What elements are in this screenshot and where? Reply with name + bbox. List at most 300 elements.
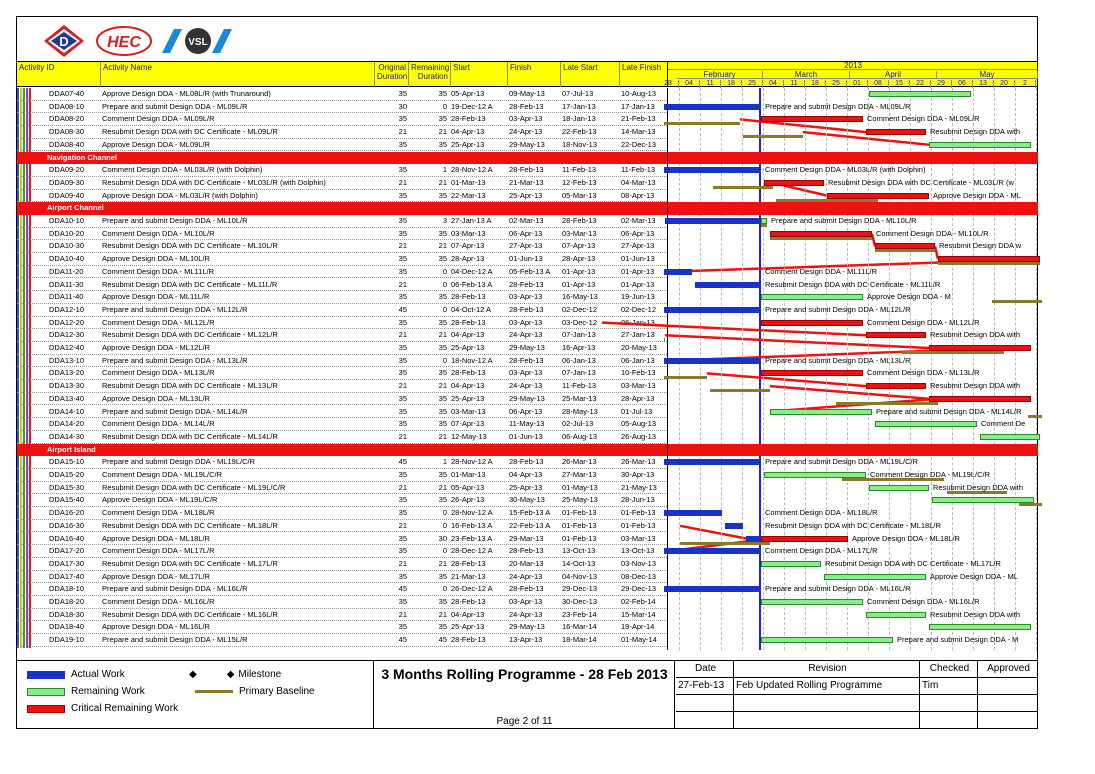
cell-fi: 29-May-13 (509, 343, 545, 352)
cell-st: 28-Feb-13 (451, 114, 486, 124)
timescale-day: 11 (700, 80, 721, 88)
cell-st: 12-May-13 (451, 431, 487, 441)
activity-row[interactable] (17, 507, 667, 520)
cell-rd: 0 (442, 101, 447, 111)
cell-ls: 07-Jul-13 (562, 89, 594, 98)
activity-row[interactable] (17, 279, 667, 292)
remaining-work-bar[interactable] (875, 421, 977, 427)
activity-row[interactable] (17, 126, 667, 139)
cell-od: 35 (398, 622, 407, 632)
critical-remaining-bar[interactable] (761, 116, 863, 122)
cell-name: Comment Design DDA - ML09L/R (102, 114, 215, 124)
cell-od: 35 (398, 317, 407, 327)
critical-remaining-bar[interactable] (929, 396, 1031, 402)
activity-row[interactable] (17, 190, 667, 203)
cell-rd: 21 (438, 127, 447, 137)
cell-lf: 01-Apr-13 (621, 279, 655, 289)
cell-id: DDA14-20 (49, 419, 85, 429)
svg-text:VSL: VSL (188, 37, 208, 48)
legend-milestone (189, 669, 281, 680)
cell-name: Approve Design DDA - ML19L/C/R (102, 495, 218, 505)
actual-work-bar[interactable] (664, 586, 761, 592)
gridline (1036, 88, 1037, 650)
activity-row[interactable] (17, 291, 667, 304)
actual-work-bar[interactable] (664, 548, 761, 554)
actual-work-bar[interactable] (664, 269, 692, 275)
timescale-day: 25 (826, 80, 847, 88)
gantt-chart (667, 88, 1037, 650)
remaining-work-bar[interactable] (761, 294, 863, 300)
critical-remaining-bar[interactable] (866, 129, 926, 135)
actual-work-bar[interactable] (664, 167, 761, 173)
cell-fi: 11-May-13 (509, 419, 545, 429)
cell-lf: 28-Apr-13 (621, 393, 655, 403)
col-header-finish[interactable]: Finish (508, 62, 561, 87)
cell-ls: 01-Apr-13 (562, 266, 596, 276)
activity-row[interactable] (17, 520, 667, 533)
cell-name: Comment Design DDA - ML18L/R (102, 508, 215, 518)
cell-fi: 29-May-13 (509, 622, 545, 632)
legend-critical (27, 703, 178, 714)
cell-od: 35 (398, 368, 407, 378)
gantt-bar-label: Comment De (981, 419, 1026, 429)
page-number: Page 2 of 11 (496, 716, 553, 727)
wbs-group-row[interactable] (17, 444, 667, 457)
legend-remaining (27, 686, 145, 697)
cell-fi: 30-May-13 (509, 495, 545, 505)
cell-lf: 02-Feb-14 (621, 597, 656, 606)
remaining-work-bar[interactable] (761, 561, 821, 567)
cell-st: 01-Mar-13 (451, 470, 486, 479)
remaining-work-bar[interactable] (929, 624, 1031, 630)
cell-fi: 03-Apr-13 (509, 368, 543, 378)
activity-row[interactable] (17, 596, 667, 609)
cell-ls: 03-Mar-13 (562, 228, 597, 238)
col-header-start[interactable]: Start (451, 62, 508, 87)
actual-work-bar[interactable] (664, 358, 761, 364)
remaining-work-bar[interactable] (770, 409, 872, 415)
cell-ls: 30-Dec-13 (562, 597, 598, 606)
gantt-bar-label: Prepare and submit Design DDA - M (897, 635, 1019, 645)
cell-st: 03-Mar-13 (451, 406, 486, 416)
cell-fi: 13-Apr-13 (509, 635, 543, 645)
activity-row[interactable] (17, 583, 667, 596)
timescale-day: 2 (1015, 80, 1036, 88)
cell-od: 21 (398, 177, 407, 187)
gantt-bar-label: Resubmit Design DDA with (930, 381, 1021, 391)
cell-rd: 35 (438, 228, 447, 238)
critical-remaining-bar[interactable] (866, 383, 926, 389)
col-header-activity-id[interactable]: Activity ID (17, 62, 101, 87)
timescale-year: 2013 (668, 62, 1038, 70)
activity-row[interactable] (17, 469, 667, 482)
remaining-work-bar[interactable] (980, 434, 1040, 440)
baseline-bar[interactable] (710, 389, 770, 392)
actual-work-bar[interactable] (695, 282, 761, 288)
timescale-day: 18 (721, 80, 742, 88)
cell-name: Approve Design DDA - ML17L/R (102, 571, 210, 581)
cell-od: 35 (398, 571, 407, 581)
cell-st: 03-Mar-13 (451, 228, 486, 238)
cell-rd: 35 (438, 368, 447, 378)
cell-ls: 13-Oct-13 (562, 546, 596, 556)
baseline-bar[interactable] (836, 402, 938, 405)
col-header-original-duration[interactable]: Original Duration (375, 62, 409, 87)
cell-id: DDA07-40 (49, 89, 85, 98)
cell-name: Approve Design DDA - ML10L/R (102, 254, 210, 264)
cell-lf: 06-Apr-13 (621, 228, 655, 238)
cell-od: 35 (398, 228, 407, 238)
cell-rd: 45 (438, 635, 447, 645)
cell-od: 35 (398, 355, 407, 365)
legend-milestone-label: Milestone (238, 669, 282, 680)
actual-work-bar[interactable] (664, 459, 761, 465)
baseline-bar[interactable] (992, 300, 1042, 303)
cell-ls: 16-Apr-13 (562, 343, 596, 352)
gantt-bar-label: Comment Design DDA - ML18L/R (765, 508, 878, 518)
cell-lf: 30-Apr-13 (621, 470, 655, 479)
cell-st: 28-Feb-13 (451, 597, 486, 606)
programme-title: 3 Months Rolling Programme - 28 Feb 2013 (381, 666, 668, 682)
gantt-bar-label: Comment Design DDA - ML17L/R (765, 546, 878, 556)
activity-row[interactable] (17, 545, 667, 558)
critical-remaining-bar[interactable] (761, 536, 848, 542)
baseline-bar[interactable] (902, 351, 1004, 354)
cell-fi: 01-Jun-13 (509, 254, 543, 264)
baseline-bar[interactable] (1028, 415, 1042, 418)
timescale-day: 01 (847, 80, 868, 88)
rev-header-checked: Checked (920, 661, 978, 678)
cell-rd: 35 (438, 571, 447, 581)
cell-rd: 35 (438, 139, 447, 149)
activity-row[interactable] (17, 266, 667, 279)
wbs-group-row[interactable] (17, 202, 667, 215)
baseline-bar[interactable] (664, 376, 707, 379)
cell-od: 35 (398, 216, 407, 225)
gantt-bar-label: Resubmit Design DDA with (930, 609, 1021, 619)
col-header-late-start[interactable]: Late Start (561, 62, 620, 87)
hec-logo (96, 25, 152, 57)
cell-fi: 15-Feb-13 A (509, 508, 551, 518)
cell-name: Comment Design DDA - ML11L/R (102, 266, 214, 276)
baseline-bar[interactable] (1019, 503, 1042, 506)
cell-rd: 21 (438, 381, 447, 391)
cell-rd: 21 (438, 609, 447, 619)
baseline-bar[interactable] (938, 262, 1040, 265)
cell-lf: 15-Mar-14 (621, 609, 656, 619)
cell-name: Approve Design DDA - ML12L/R (102, 343, 210, 352)
gantt-bar-label: Comment Design DDA - ML13L/R (867, 368, 980, 378)
table-header (17, 61, 667, 87)
cell-ls: 01-May-13 (562, 482, 598, 492)
cell-id: DDA11-40 (49, 292, 84, 302)
activity-row[interactable] (17, 304, 667, 317)
actual-work-bar[interactable] (725, 523, 743, 529)
cell-st: 19-Dec-12 A (451, 101, 493, 111)
timescale-day: 13 (973, 80, 994, 88)
baseline-bar[interactable] (664, 122, 740, 125)
cell-fi: 24-Apr-13 (509, 127, 543, 137)
cell-fi: 29-May-13 (509, 139, 545, 149)
baseline-bar[interactable] (680, 542, 770, 545)
activity-row[interactable] (17, 621, 667, 634)
activity-row[interactable] (17, 634, 667, 647)
remaining-work-bar[interactable] (866, 612, 926, 618)
critical-remaining-bar[interactable] (761, 320, 863, 326)
cell-fi: 28-Feb-13 (509, 546, 544, 556)
cell-fi: 09-May-13 (509, 89, 545, 98)
cell-ls: 01-Apr-13 (562, 279, 596, 289)
cell-od: 21 (398, 127, 407, 137)
gantt-bar-label: Prepare and submit Design DDA - ML12L/R (765, 304, 911, 314)
cell-st: 26-Apr-13 (451, 495, 485, 505)
critical-remaining-bar[interactable] (761, 370, 863, 376)
rev-header-revision: Revision (734, 661, 920, 678)
legend-critical-swatch (27, 705, 65, 713)
cell-ls: 18-Mar-14 (562, 635, 597, 645)
timescale-day: 20 (994, 80, 1015, 88)
cell-id: DDA11-20 (49, 266, 84, 276)
cell-id: DDA11-30 (49, 279, 84, 289)
activity-row[interactable] (17, 494, 667, 507)
cell-od: 45 (398, 635, 407, 645)
legend-actual-label: Actual Work (71, 669, 125, 680)
timescale-month: March (763, 71, 850, 79)
timescale-day: 29 (931, 80, 952, 88)
cell-name: Prepare and submit Design DDA - ML15L/R (102, 635, 248, 645)
cell-ls: 12-Feb-13 (562, 177, 597, 187)
activity-row[interactable] (17, 88, 667, 101)
cell-lf: 22-Dec-13 (621, 139, 657, 149)
activity-row[interactable] (17, 558, 667, 571)
cell-od: 35 (398, 470, 407, 479)
actual-work-bar[interactable] (664, 104, 761, 110)
legend-baseline (195, 686, 315, 697)
cell-st: 21-Mar-13 (451, 571, 486, 581)
wbs-group-band (668, 444, 1038, 457)
cell-id: DDA18-10 (49, 584, 85, 594)
cell-st: 28-Nov-12 A (451, 508, 493, 518)
activity-row[interactable] (17, 113, 667, 126)
cell-ls: 04-Nov-13 (562, 571, 598, 581)
legend-actual (27, 669, 125, 680)
wbs-group-label: Airport Island (47, 444, 96, 454)
cell-od: 35 (398, 190, 407, 200)
cell-name: Prepare and submit Design DDA - ML19L/C/R (102, 457, 255, 467)
cell-od: 35 (398, 495, 407, 505)
cell-rd: 0 (442, 304, 447, 314)
activity-row[interactable] (17, 240, 667, 253)
cell-od: 35 (398, 165, 407, 175)
baseline-bar[interactable] (776, 199, 878, 202)
cell-name: Resubmit Design DDA with DC Certificate - ML11L/R (102, 279, 278, 289)
activity-row[interactable] (17, 393, 667, 406)
gantt-bar-label: Resubmit Design DDA with DC Certificate - ML18L/R (765, 520, 941, 530)
cell-id: DDA14-30 (49, 431, 85, 441)
cell-ls: 02-Dec-12 (562, 304, 598, 314)
activity-row[interactable] (17, 329, 667, 342)
cell-od: 35 (398, 546, 407, 556)
cell-st: 04-Apr-13 (451, 127, 485, 137)
cell-name: Resubmit Design DDA with DC Certificate - ML09L/R (102, 127, 278, 137)
activity-row[interactable] (17, 431, 667, 444)
cell-rd: 1 (442, 457, 447, 467)
activity-row[interactable] (17, 406, 667, 419)
activity-row[interactable] (17, 101, 667, 114)
activity-row[interactable] (17, 253, 667, 266)
cell-id: DDA10-20 (49, 228, 85, 238)
actual-work-bar[interactable] (665, 218, 761, 224)
remaining-work-bar[interactable] (761, 599, 863, 605)
cell-fi: 21-Mar-13 (509, 177, 544, 187)
cell-fi: 24-Apr-13 (509, 609, 543, 619)
activity-row[interactable] (17, 367, 667, 380)
cell-rd: 35 (438, 254, 447, 264)
activity-row[interactable] (17, 317, 667, 330)
cell-id: DDA17-30 (49, 558, 85, 568)
cell-rd: 35 (438, 622, 447, 632)
cell-lf: 28-Jun-13 (621, 495, 655, 505)
cell-st: 22-Mar-13 (451, 190, 486, 200)
cell-rd: 0 (442, 266, 447, 276)
baseline-bar[interactable] (770, 237, 872, 240)
activity-row[interactable] (17, 342, 667, 355)
cell-st: 27-Jan-13 A (451, 216, 492, 225)
activity-row[interactable] (17, 533, 667, 546)
cell-lf: 03-Mar-13 (621, 533, 656, 543)
col-header-late-finish[interactable]: Late Finish (622, 63, 662, 72)
col-header-remaining-duration[interactable]: Remaining Duration (409, 62, 451, 87)
critical-remaining-bar[interactable] (764, 180, 824, 186)
gantt-bar-label: Prepare and submit Design DDA - ML10L/R (771, 216, 917, 225)
cell-lf: 26-Aug-13 (621, 431, 657, 441)
cell-ls: 27-Mar-13 (562, 470, 597, 479)
activity-row[interactable] (17, 380, 667, 393)
cell-name: Approve Design DDA - ML13L/R (102, 393, 210, 403)
cell-lf: 13-Oct-13 (621, 546, 655, 556)
baseline-bar[interactable] (761, 224, 767, 227)
activity-row[interactable] (17, 482, 667, 495)
cell-od: 35 (398, 114, 407, 124)
cell-st: 23-Feb-13 A (451, 533, 493, 543)
wbs-group-label: Navigation Channel (47, 152, 118, 162)
cell-id: DDA13-40 (49, 393, 85, 403)
gantt-bar-label: Comment Design DDA - ML03L/R (with Dolphin) (765, 165, 926, 175)
cell-lf: 10-Aug-13 (621, 89, 657, 98)
gantt-bar-label: Prepare and submit Design DDA - ML13L/R (765, 355, 911, 365)
cell-fi: 27-Apr-13 (509, 241, 543, 251)
cell-od: 21 (398, 520, 407, 530)
gantt-bar-label: Comment Design DDA - ML09L/R (867, 114, 980, 124)
cell-id: DDA13-20 (49, 368, 85, 378)
cell-od: 45 (398, 584, 407, 594)
baseline-bar[interactable] (664, 338, 665, 341)
cell-name: Prepare and submit Design DDA - ML16L/R (102, 584, 248, 594)
remaining-work-bar[interactable] (761, 637, 893, 643)
legend-baseline-swatch (195, 690, 233, 693)
footer-title-block (375, 661, 675, 729)
activity-row[interactable] (17, 609, 667, 622)
cell-name: Prepare and submit Design DDA - ML10L/R (102, 216, 248, 225)
critical-remaining-bar[interactable] (866, 332, 926, 338)
cell-ls: 25-May-13 (562, 495, 598, 505)
timescale-day: 06 (952, 80, 973, 88)
activity-row[interactable] (17, 215, 667, 228)
activity-row[interactable] (17, 139, 667, 152)
cell-ls: 03-Dec-12 (562, 317, 598, 327)
cell-od: 35 (398, 406, 407, 416)
cell-name: Comment Design DDA - ML16L/R (102, 597, 215, 606)
cell-fi: 24-Apr-13 (509, 330, 543, 340)
timescale-day: 18 (805, 80, 826, 88)
wbs-group-row[interactable] (17, 152, 667, 165)
gantt-bar-label: Resubmit Design DDA with DC Certificate - ML03L/R (w (828, 177, 1014, 187)
remaining-work-bar[interactable] (824, 574, 926, 580)
actual-work-bar[interactable] (664, 307, 761, 313)
cell-ls: 07-Apr-13 (562, 241, 596, 251)
cell-lf: 03-Mar-13 (621, 381, 656, 391)
cell-lf: 02-Dec-12 (621, 304, 657, 314)
cell-fi: 20-Mar-13 (509, 558, 544, 568)
milestone-diamond-icon: ◆ (189, 669, 197, 680)
cell-id: DDA08-30 (49, 127, 85, 137)
cell-rd: 0 (442, 520, 447, 530)
cell-ls: 01-Feb-13 (562, 508, 597, 518)
cell-od: 45 (398, 457, 407, 467)
remaining-work-bar[interactable] (869, 91, 971, 97)
activity-row[interactable] (17, 355, 667, 368)
cell-st: 04-Apr-13 (451, 609, 485, 619)
cell-id: DDA18-20 (49, 597, 85, 606)
baseline-bar[interactable] (875, 249, 935, 252)
activity-row[interactable] (17, 177, 667, 190)
activity-row[interactable] (17, 418, 667, 431)
cell-name: Prepare and submit Design DDA - ML12L/R (102, 304, 248, 314)
cell-ls: 26-Mar-13 (562, 457, 597, 467)
cell-st: 07-Apr-13 (451, 419, 485, 429)
cell-ls: 29-Dec-13 (562, 584, 598, 594)
cell-name: Resubmit Design DDA with DC Certificate - ML03L/R (with Dolphin) (102, 177, 326, 187)
d-logo (40, 25, 88, 57)
actual-work-bar[interactable] (664, 510, 722, 516)
cell-ls: 07-Jan-13 (562, 330, 596, 340)
cell-id: DDA17-40 (49, 571, 85, 581)
cell-id: DDA08-10 (49, 101, 85, 111)
baseline-bar[interactable] (743, 135, 803, 138)
cell-rd: 21 (438, 431, 447, 441)
activity-row[interactable] (17, 456, 667, 469)
activity-row[interactable] (17, 571, 667, 584)
gantt-bar-label: Prepare and submit Design DDA - ML14L/R (876, 406, 1022, 416)
cell-ls: 01-Feb-13 (562, 520, 597, 530)
cell-lf: 08-Dec-13 (621, 571, 657, 581)
rev-header-date: Date (676, 661, 734, 678)
cell-id: DDA15-30 (49, 482, 85, 492)
cell-lf: 10-Feb-13 (621, 368, 656, 378)
activity-row[interactable] (17, 228, 667, 241)
remaining-work-bar[interactable] (869, 485, 929, 491)
activity-row[interactable] (17, 164, 667, 177)
cell-ls: 07-Jan-13 (562, 368, 596, 378)
cell-st: 06-Feb-13 A (451, 279, 493, 289)
baseline-bar[interactable] (713, 186, 773, 189)
cell-st: 28-Feb-13 (451, 292, 486, 302)
remaining-work-bar[interactable] (929, 142, 1031, 148)
cell-fi: 28-Feb-13 (509, 101, 544, 111)
col-header-activity-name[interactable]: Activity Name (101, 62, 375, 87)
cell-ls: 18-Nov-13 (562, 139, 598, 149)
cell-lf: 02-Mar-13 (621, 216, 656, 225)
